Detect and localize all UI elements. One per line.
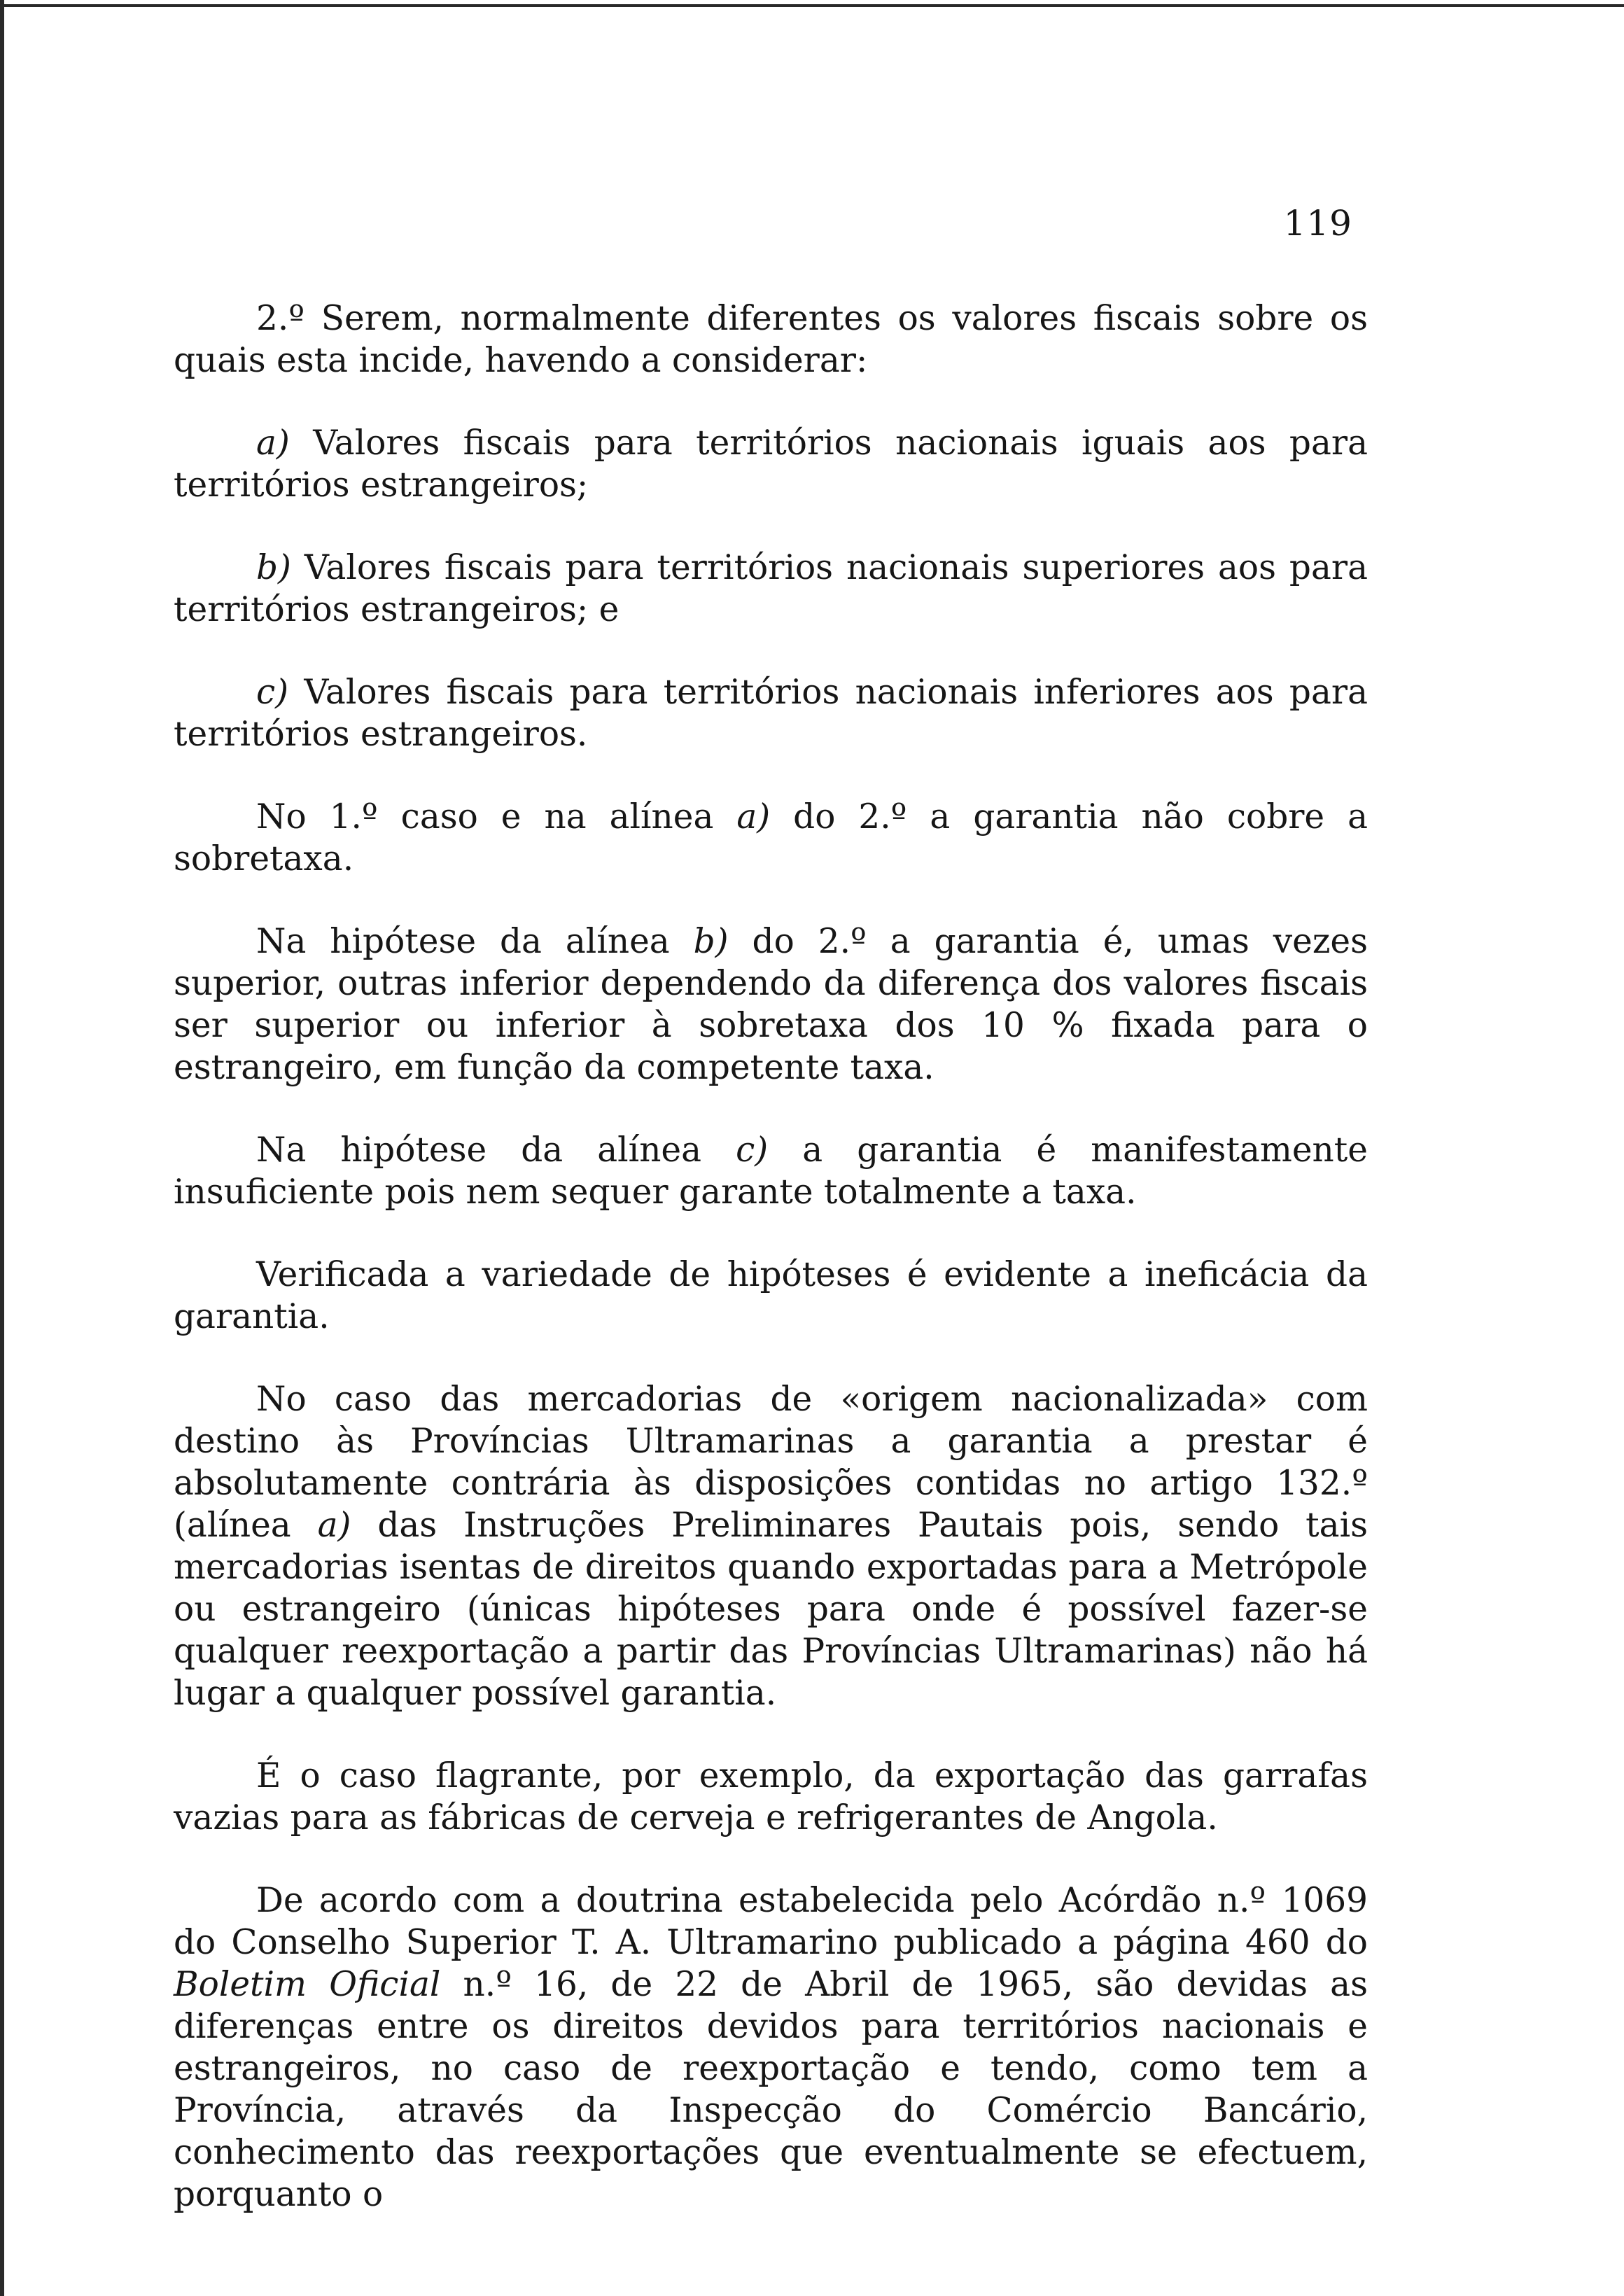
paragraph-text: Valores fiscais para territórios nacionais iguais aos para territórios estrangeiros; (174, 424, 1368, 505)
paragraph-first-case (174, 796, 1368, 880)
page-number: 119 (1283, 203, 1352, 244)
paragraph-text: Verificada a variedade de hipóteses é evidente a ineficácia da garantia. (174, 1255, 1368, 1336)
alinea-marker: b) (256, 548, 291, 587)
paragraph-text: a garantia é manifestamente insuficiente pois nem sequer garante totalmente a taxa. (174, 1130, 1368, 1212)
paragraph-text: 2.º Serem, normalmente diferentes os valores fiscais sobre os quais esta incide, havendo a considerar: (174, 299, 1368, 380)
paragraph-text: n.º 16, de 22 de Abril de 1965, são devidas as diferenças entre os direitos devidos para territórios nacionais e estrangeiros, no caso de reexportação e tendo, como tem a Província, através da Inspecção do Comércio Bancário, conhecimento das reexportações que eventualmente se efectuem, porquanto o (174, 1965, 1368, 2214)
paragraph-text: do 2.º a garantia é, umas vezes superior, outras inferior dependendo da diferença dos valores fiscais ser superior ou inferior à sobretaxa dos 10 % fixada para o estrangeiro, em função da competente taxa. (174, 922, 1368, 1087)
page-top-border (0, 4, 1624, 7)
paragraph-alinea-a (174, 422, 1368, 506)
paragraph-hypothesis-b (174, 920, 1368, 1088)
alinea-marker: c) (256, 673, 289, 712)
paragraph-text: Valores fiscais para territórios nacionais superiores aos para territórios estrangeiros; e (174, 548, 1368, 629)
paragraph-text: No caso das mercadorias de «origem nacionalizada» com destino às Províncias Ultramarinas a garantia a prestar é absolutamente contrária às disposições contidas no artigo 132.º (alínea (174, 1380, 1368, 1545)
alinea-marker: a) (317, 1506, 351, 1545)
paragraph-text: do 2.º a garantia não cobre a sobretaxa. (174, 797, 1368, 878)
alinea-marker: c) (736, 1130, 769, 1170)
document-body (174, 298, 1368, 2216)
paragraph-item-2 (174, 298, 1368, 382)
alinea-marker: b) (693, 922, 729, 961)
paragraph-text: das Instruções Preliminares Pautais pois, sendo tais mercadorias isentas de direitos quando exportadas para a Metrópole ou estrangeiro (únicas hipóteses para onde é possível fazer-se qualquer reexportação a partir das Províncias Ultramarinas) não há lugar a qualquer possível garantia. (174, 1506, 1368, 1713)
paragraph-text: Na hipótese da alínea (256, 1130, 736, 1170)
paragraph-flagrant-case (174, 1755, 1368, 1839)
paragraph-text: Na hipótese da alínea (256, 922, 694, 961)
paragraph-text: É o caso flagrante, por exemplo, da exportação das garrafas vazias para as fábricas de cerveja e refrigerantes de Angola. (174, 1756, 1368, 1837)
paragraph-doctrine (174, 1879, 1368, 2216)
publication-title: Boletim Oficial (174, 1965, 441, 2004)
alinea-marker: a) (736, 797, 771, 836)
paragraph-variety (174, 1254, 1368, 1338)
paragraph-text: No 1.º caso e na alínea (256, 797, 737, 836)
alinea-marker: a) (256, 424, 290, 463)
paragraph-hypothesis-c (174, 1129, 1368, 1213)
page-left-border (0, 0, 4, 2296)
paragraph-alinea-b (174, 547, 1368, 631)
paragraph-text: Valores fiscais para territórios nacionais inferiores aos para territórios estrangeiros. (174, 673, 1368, 754)
paragraph-national-origin (174, 1378, 1368, 1714)
paragraph-text: De acordo com a doutrina estabelecida pelo Acórdão n.º 1069 do Conselho Superior T. A. Ultramarino publicado a página 460 do (174, 1881, 1368, 1962)
paragraph-alinea-c (174, 671, 1368, 755)
